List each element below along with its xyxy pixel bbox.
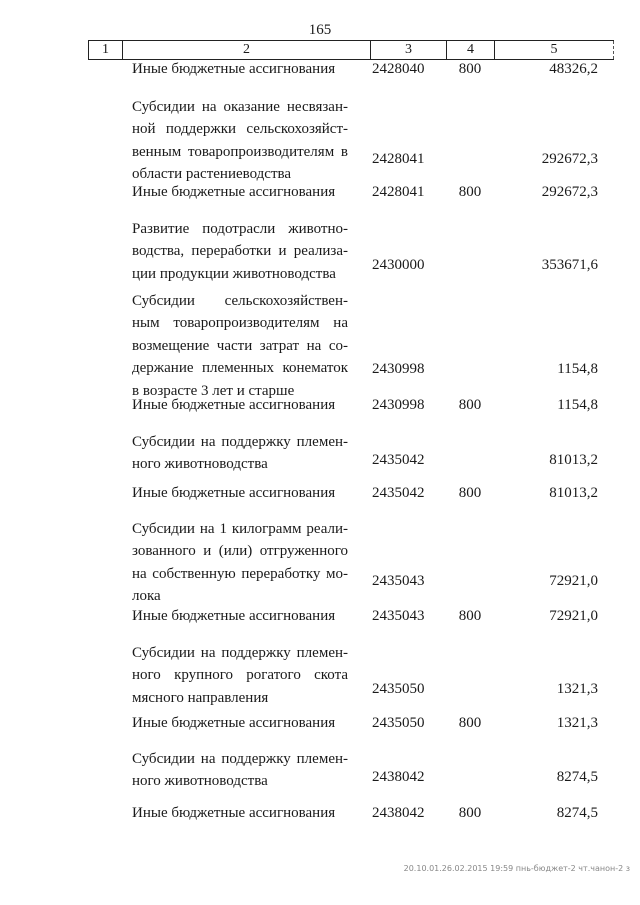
row-name: Субсидии на поддержку племен-ного крупного рогатого скота мясного направления — [132, 645, 348, 706]
header-col-5: 5 — [494, 41, 614, 59]
row-code: 2435050 — [372, 681, 425, 697]
header-col-3: 3 — [370, 41, 446, 59]
row-code: 2430998 — [372, 361, 425, 377]
row-amount: 292672,3 — [541, 151, 598, 167]
row-code: 2428041 — [372, 184, 425, 200]
row-code: 2435042 — [372, 485, 425, 501]
row-name: Иные бюджетные ассигнования — [132, 485, 336, 501]
row-amount: 8274,5 — [556, 805, 598, 821]
row-code: 2430998 — [372, 397, 425, 413]
row-name: Иные бюджетные ассигнования — [132, 397, 336, 413]
table-header — [88, 40, 614, 60]
row-amount: 353671,6 — [541, 257, 598, 273]
row-code: 2438042 — [372, 805, 425, 821]
row-amount: 81013,2 — [549, 452, 598, 468]
header-col-2: 2 — [122, 41, 370, 59]
row-code: 2438042 — [372, 769, 425, 785]
row-amount: 48326,2 — [549, 61, 598, 77]
row-vr: 800 — [458, 805, 482, 821]
header-col-4: 4 — [446, 41, 494, 59]
row-vr: 800 — [458, 184, 482, 200]
row-amount: 1321,3 — [556, 681, 598, 697]
row-code: 2430000 — [372, 257, 425, 273]
row-vr: 800 — [458, 485, 482, 501]
row-name: Субсидии на 1 килограмм реали-зованного и (или) отгруженного на собственную переработку мо-лока — [132, 521, 348, 605]
row-code: 2435050 — [372, 715, 425, 731]
row-vr: 800 — [458, 608, 482, 624]
row-vr: 800 — [458, 715, 482, 731]
row-code: 2435042 — [372, 452, 425, 468]
page-number: 165 — [308, 22, 332, 38]
row-code: 2435043 — [372, 573, 425, 589]
row-amount: 72921,0 — [549, 573, 598, 589]
row-amount: 1154,8 — [557, 397, 598, 413]
row-amount: 1321,3 — [556, 715, 598, 731]
row-amount: 81013,2 — [549, 485, 598, 501]
row-name: Субсидии на оказание несвязан-ной поддержки сельскохозяйст-венным товаропроизводителям в области растениеводства — [132, 99, 348, 183]
row-name: Иные бюджетные ассигнования — [132, 805, 336, 821]
row-name: Иные бюджетные ассигнования — [132, 608, 336, 624]
row-amount: 8274,5 — [556, 769, 598, 785]
row-amount: 1154,8 — [557, 361, 598, 377]
header-col-1: 1 — [88, 41, 122, 59]
row-name: Субсидии на поддержку племен-ного животноводства — [132, 751, 348, 790]
row-code: 2428040 — [372, 61, 425, 77]
row-name: Субсидии сельскохозяйствен-ным товаропроизводителям на возмещение части затрат на со-держание племенных конематок в возрасте 3 лет и старше — [132, 293, 348, 399]
row-vr: 800 — [458, 397, 482, 413]
footer-stamp: 20.10.01.26.02.2015 19:59 пнь-бюджет-2 чт.чанон-2 з — [403, 864, 630, 873]
row-vr: 800 — [458, 61, 482, 77]
row-code: 2428041 — [372, 151, 425, 167]
row-code: 2435043 — [372, 608, 425, 624]
row-name: Иные бюджетные ассигнования — [132, 61, 336, 77]
row-amount: 72921,0 — [549, 608, 598, 624]
row-amount: 292672,3 — [541, 184, 598, 200]
row-name: Субсидии на поддержку племен-ного животноводства — [132, 434, 348, 473]
row-name: Развитие подотрасли животно-водства, переработки и реализа-ции продукции животноводства — [132, 221, 348, 282]
row-name: Иные бюджетные ассигнования — [132, 184, 336, 200]
row-name: Иные бюджетные ассигнования — [132, 715, 336, 731]
